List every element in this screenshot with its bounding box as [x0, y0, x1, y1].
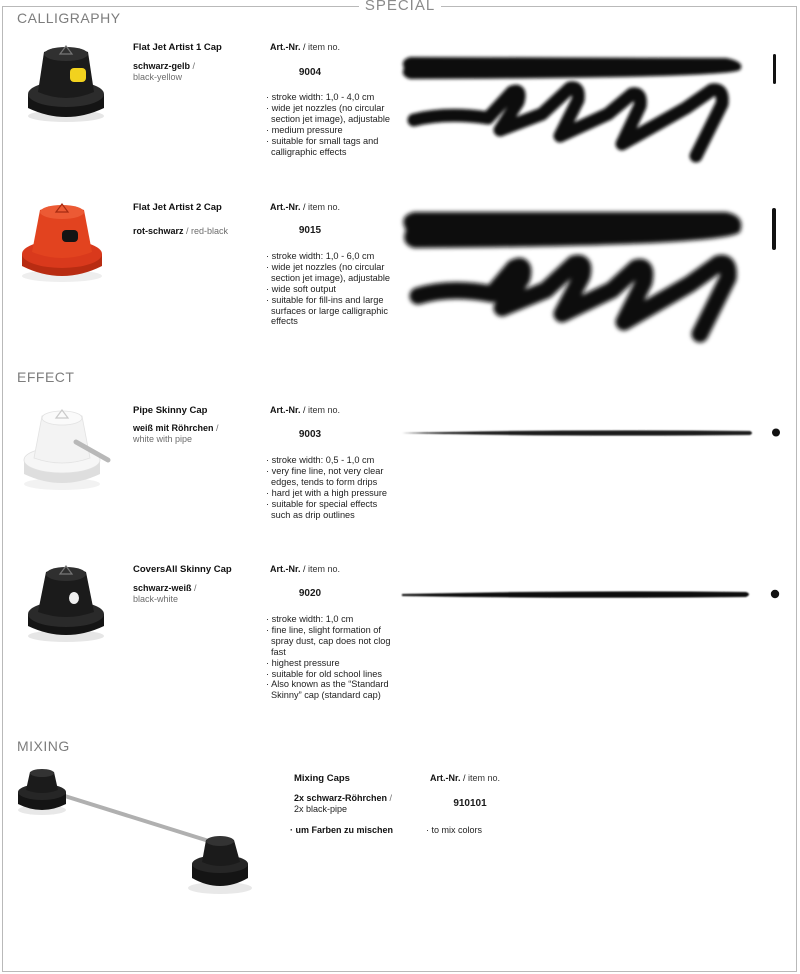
- product-color: rot-schwarz / red-black: [133, 226, 229, 236]
- spray-sample-pipe-skinny: [398, 420, 788, 446]
- feature-item: · hard jet with a high pressure: [266, 488, 392, 499]
- product-name: Flat Jet Artist 2 Cap: [133, 202, 222, 213]
- flat-jet-artist-2-cap-image: [18, 200, 108, 286]
- product-color: weiß mit Röhrchen / white with pipe: [133, 423, 219, 444]
- item-number: 9004: [298, 67, 322, 78]
- spray-sample-flat-jet-artist-2: [396, 204, 786, 354]
- feature-list: [266, 92, 392, 157]
- page-title: SPECIAL: [0, 0, 800, 14]
- product-name: Flat Jet Artist 1 Cap: [133, 42, 222, 53]
- product-name: Pipe Skinny Cap: [133, 405, 208, 416]
- article-number-label: Art.-Nr. / item no.: [270, 564, 341, 574]
- feature-item: · um Farben zu mischen: [290, 825, 394, 835]
- feature-item: · highest pressure: [266, 658, 392, 669]
- mixing-caps-image: [14, 764, 270, 898]
- feature-item: · wide jet nozzles (no circular section jet image), adjustable: [266, 103, 392, 125]
- article-number-label: Art.-Nr. / item no.: [430, 773, 501, 783]
- feature-item: · stroke width: 1,0 - 4,0 cm: [266, 92, 392, 103]
- feature-item: · fine line, slight formation of spray dust, cap does not clog fast: [266, 625, 392, 658]
- section-heading-effect: EFFECT: [17, 369, 75, 385]
- section-heading-mixing: MIXING: [17, 738, 70, 754]
- item-number: 9020: [298, 588, 322, 599]
- feature-item: · very fine line, not very clear edges, tends to form drips: [266, 466, 392, 488]
- flat-jet-artist-1-cap-image: [22, 42, 112, 126]
- feature-item: · stroke width: 1,0 cm: [266, 614, 392, 625]
- item-number: 9003: [298, 429, 322, 440]
- feature-item: · medium pressure: [266, 125, 392, 136]
- spray-sample-flat-jet-artist-1: [396, 48, 786, 173]
- item-number: 910101: [453, 798, 487, 809]
- feature-item: · suitable for small tags and calligraphic effects: [266, 136, 392, 158]
- article-number-label: Art.-Nr. / item no.: [270, 405, 341, 415]
- article-number-label: Art.-Nr. / item no.: [270, 42, 341, 52]
- feature-item: · wide soft output: [266, 284, 392, 295]
- product-name: CoversAll Skinny Cap: [133, 564, 232, 575]
- item-number: 9015: [298, 225, 322, 236]
- feature-item: · suitable for special effects such as drip outlines: [266, 499, 392, 521]
- feature-item: · to mix colors: [426, 825, 483, 835]
- spray-sample-coversall-skinny: [398, 582, 788, 608]
- feature-item: · stroke width: 0,5 - 1,0 cm: [266, 455, 392, 466]
- feature-item: · suitable for old school lines: [266, 669, 392, 680]
- coversall-skinny-cap-image: [24, 560, 110, 646]
- feature-item: · stroke width: 1,0 - 6,0 cm: [266, 251, 392, 262]
- feature-item: · Also known as the “Standard Skinny” cap (standard cap): [266, 679, 392, 701]
- product-color: 2x schwarz-Röhrchen / 2x black-pipe: [294, 793, 393, 814]
- article-number-label: Art.-Nr. / item no.: [270, 202, 341, 212]
- feature-item: · wide jet nozzles (no circular section jet image), adjustable: [266, 262, 392, 284]
- feature-list: [266, 455, 392, 520]
- feature-item: · suitable for fill-ins and large surfaces or large calligraphic effects: [266, 295, 392, 328]
- product-name: Mixing Caps: [294, 773, 350, 784]
- pipe-skinny-cap-image: [20, 402, 114, 494]
- feature-list: [266, 614, 392, 701]
- feature-list: [266, 251, 392, 327]
- product-color: schwarz-weiß / black-white: [133, 583, 197, 604]
- product-color: schwarz-gelb / black-yellow: [133, 61, 196, 82]
- section-heading-calligraphy: CALLIGRAPHY: [17, 10, 121, 26]
